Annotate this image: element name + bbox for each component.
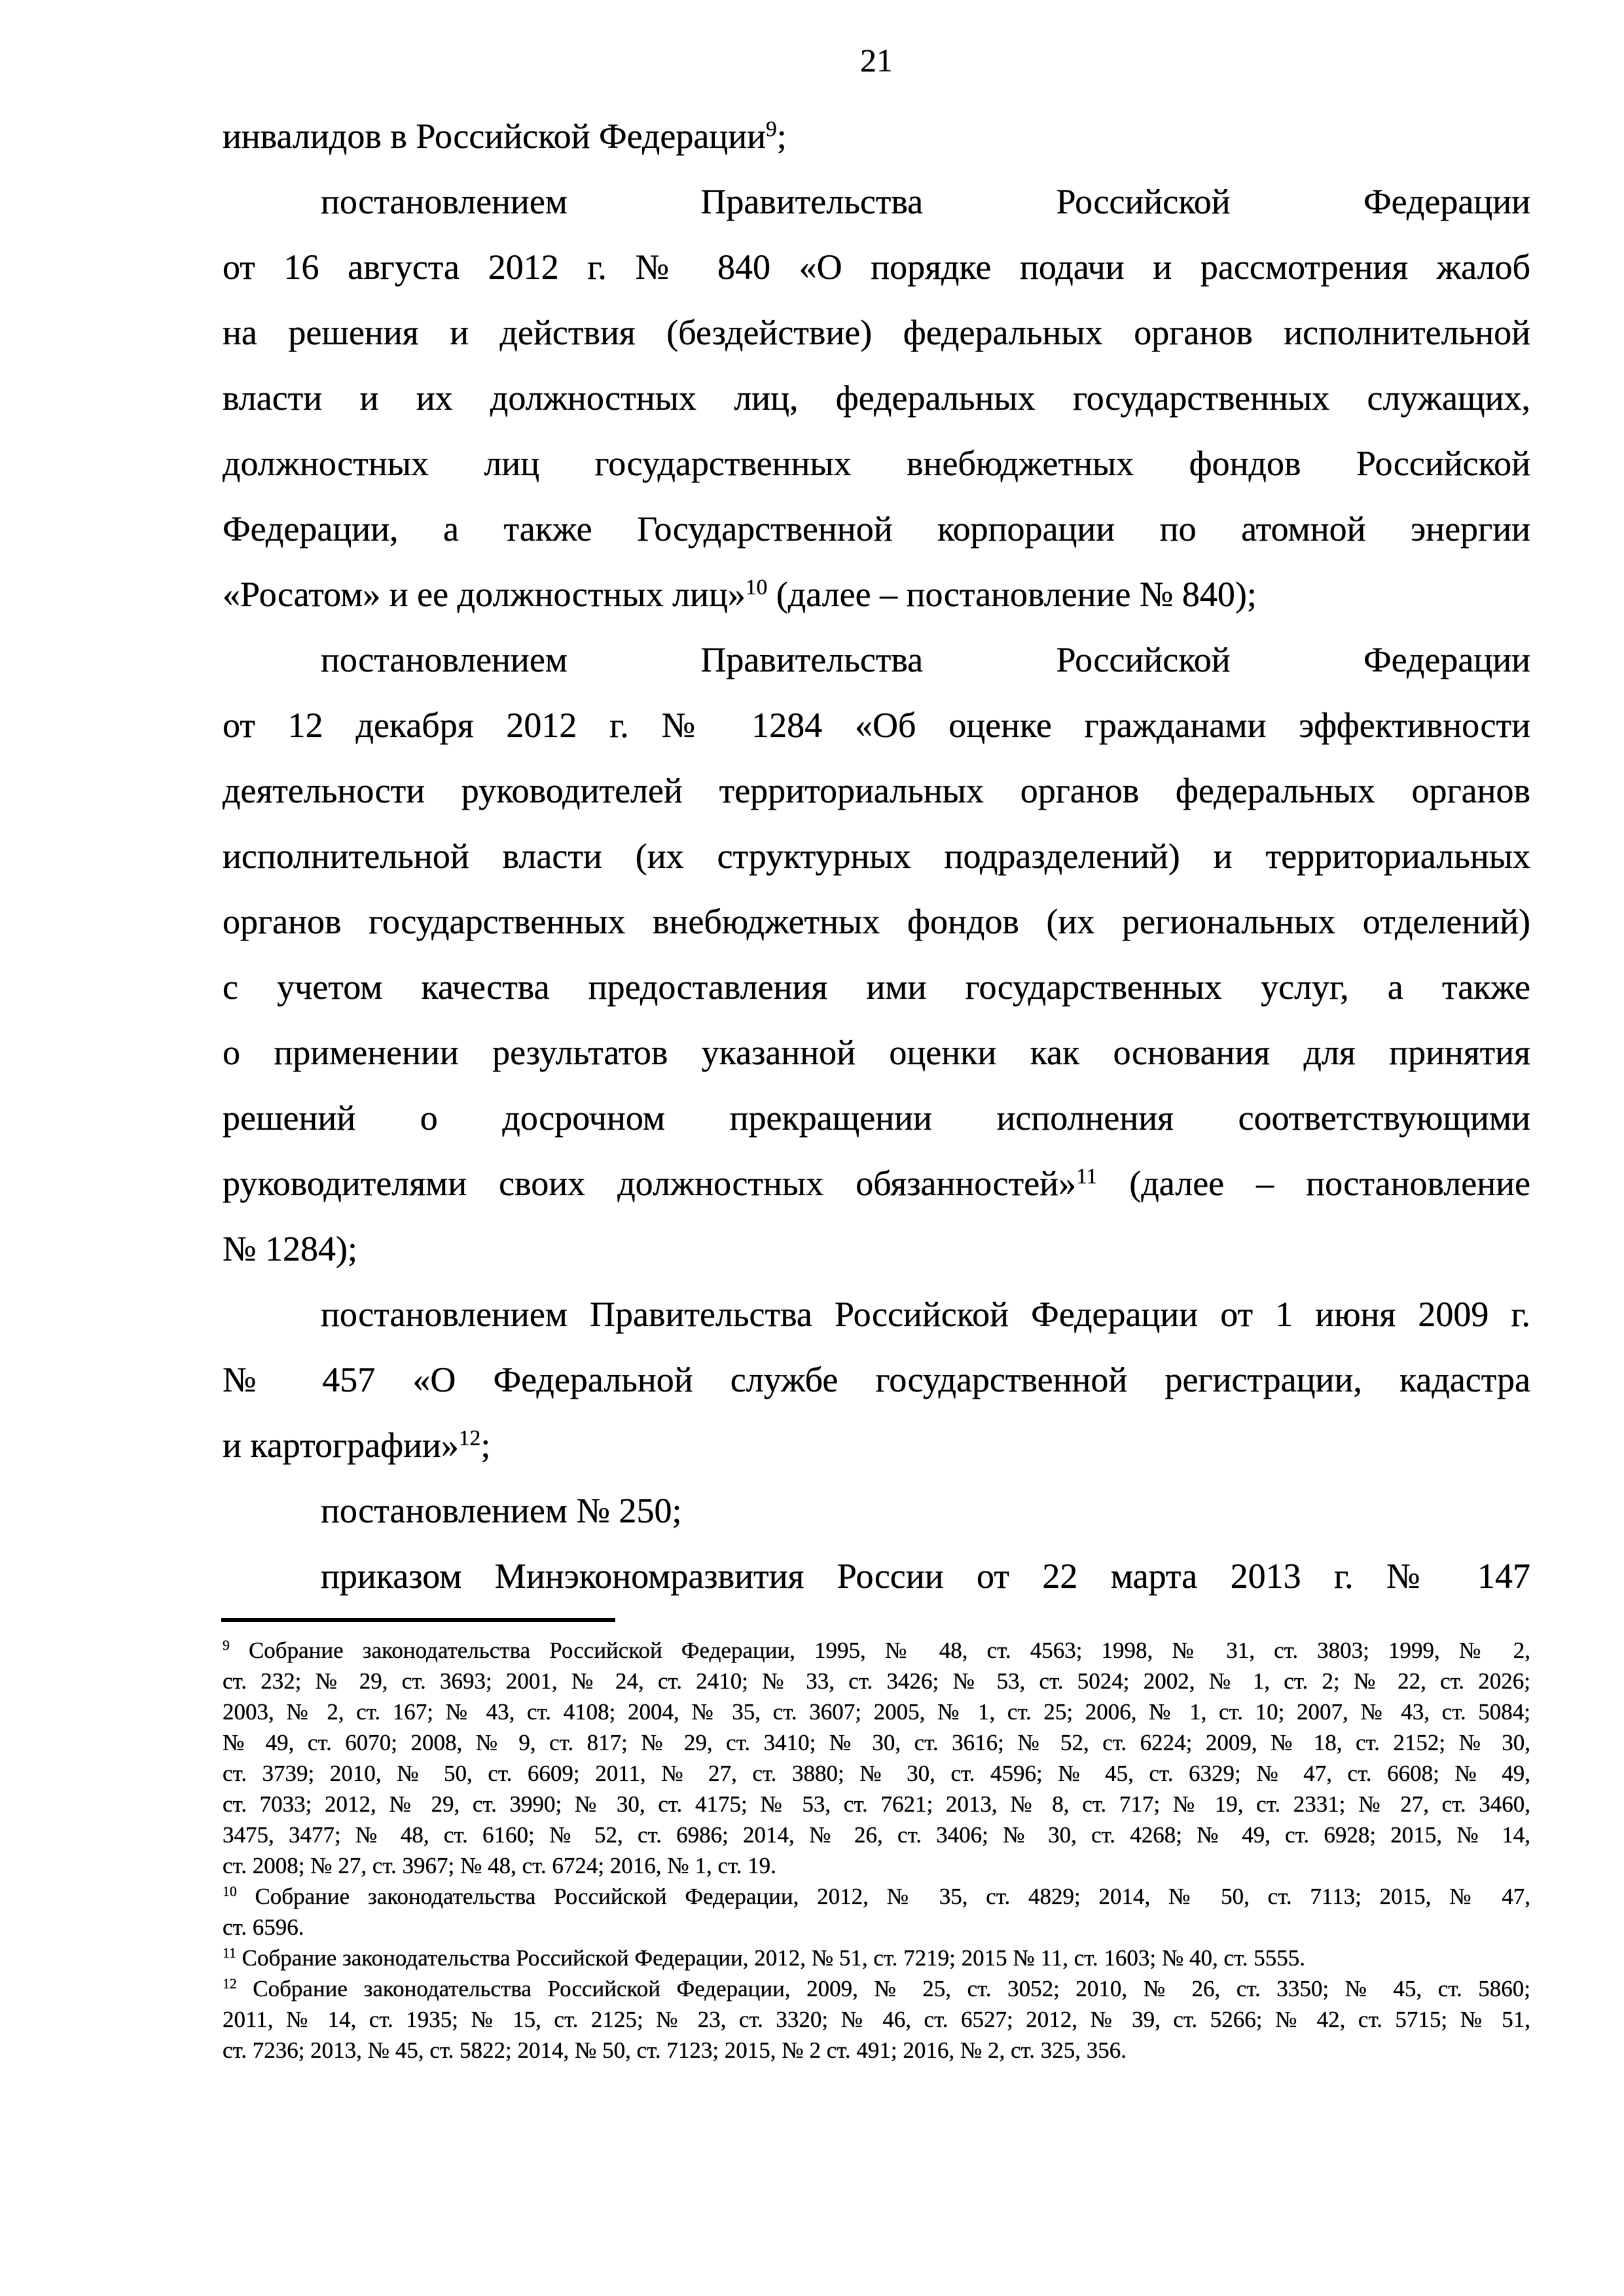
body-text-line: [223, 1282, 1530, 1347]
footnote-line: [223, 1758, 1530, 1789]
body-text-line: [223, 692, 1530, 758]
text-run: № 457 «О Федеральной службе государственной регистрации, кадастра: [223, 1360, 1530, 1399]
text-run: «Росатом» и ее должностных лиц»: [223, 575, 746, 614]
footnote-ref: 9: [223, 1638, 230, 1654]
text-run: Собрание законодательства Российской Федерации, 2009, № 25, ст. 3052; 2010, № 26, ст. 3350; № 45, ст. 5860;: [236, 1976, 1530, 2001]
text-run: № 1284);: [223, 1229, 358, 1268]
document-body: [223, 103, 1530, 1609]
footnote-line: [223, 1727, 1530, 1758]
footnote-ref: 9: [766, 117, 777, 141]
text-run: органов государственных внебюджетных фондов (их региональных отделений): [223, 902, 1530, 941]
footnote-line: [223, 2035, 1530, 2066]
footnote-line: [223, 1881, 1530, 1912]
footnote-line: [223, 1943, 1530, 1973]
text-run: от 16 августа 2012 г. № 840 «О порядке подачи и рассмотрения жалоб: [223, 247, 1530, 287]
text-run: приказом Минэкономразвития России от 22 марта 2013 г. № 147: [321, 1556, 1530, 1596]
text-run: с учетом качества предоставления ими государственных услуг, а также: [223, 967, 1530, 1007]
text-run: 3475, 3477; № 48, ст. 6160; № 52, ст. 6986; 2014, № 26, ст. 3406; № 30, ст. 4268; № 49, ст. 6928; 2015, № 14,: [223, 1822, 1530, 1848]
text-run: ст. 2008; № 27, ст. 3967; № 48, ст. 6724; 2016, № 1, ст. 19.: [223, 1853, 776, 1878]
text-run: решений о досрочном прекращении исполнения соответствующими: [223, 1098, 1530, 1138]
body-text-line: [223, 1085, 1530, 1151]
text-run: постановлением Правительства Российской Федерации: [321, 640, 1530, 679]
body-text-line: [223, 1412, 1530, 1478]
footnotes: [223, 1635, 1530, 2066]
footnote-ref: 12: [458, 1426, 481, 1450]
text-run: ст. 7236; 2013, № 45, ст. 5822; 2014, № 50, ст. 7123; 2015, № 2 ст. 491; 2016, № 2, ст. 325, 356.: [223, 2037, 1127, 2063]
footnote-line: [223, 1635, 1530, 1666]
footnote-ref: 10: [745, 575, 768, 600]
footnote-separator: [221, 1618, 615, 1622]
text-run: власти и их должностных лиц, федеральных государственных служащих,: [223, 378, 1530, 418]
page-number: 21: [860, 42, 893, 79]
body-text-line: [223, 1347, 1530, 1412]
footnote-line: [223, 1696, 1530, 1727]
footnote-line: [223, 1789, 1530, 1820]
text-run: 2011, № 14, ст. 1935; № 15, ст. 2125; № 23, ст. 3320; № 46, ст. 6527; 2012, № 39, ст. 5266; № 42, ст. 5715; № 51,: [223, 2007, 1530, 2032]
text-run: 2003, № 2, ст. 167; № 43, ст. 4108; 2004, № 35, ст. 3607; 2005, № 1, ст. 25; 2006, № 1, ст. 10; 2007, № 43, ст. 5084;: [223, 1699, 1530, 1725]
footnote-line: [223, 1666, 1530, 1696]
footnote-line: [223, 1820, 1530, 1850]
footnote-line: [223, 1973, 1530, 2004]
text-run: деятельности руководителей территориальных органов федеральных органов: [223, 771, 1530, 810]
text-run: ст. 7033; 2012, № 29, ст. 3990; № 30, ст. 4175; № 53, ст. 7621; 2013, № 8, ст. 717; № 19, ст. 2331; № 27, ст. 3460,: [223, 1791, 1530, 1817]
body-text-line: [223, 496, 1530, 562]
text-run: о применении результатов указанной оценки как основания для принятия: [223, 1033, 1530, 1072]
footnote-ref: 12: [223, 1976, 237, 1992]
footnote-ref: 11: [223, 1945, 236, 1962]
body-text-line: [223, 300, 1530, 365]
body-text-line: [223, 889, 1530, 954]
footnote-ref: 11: [1076, 1164, 1098, 1189]
body-text-line: [223, 1020, 1530, 1085]
text-run: исполнительной власти (их структурных подразделений) и территориальных: [223, 836, 1530, 876]
text-run: Собрание законодательства Российской Федерации, 1995, № 48, ст. 4563; 1998, № 31, ст. 3803; 1999, № 2,: [229, 1638, 1530, 1663]
body-text-line: [223, 1216, 1530, 1282]
text-run: ;: [776, 117, 787, 156]
text-run: (далее – постановление: [1097, 1164, 1530, 1203]
text-run: на решения и действия (бездействие) федеральных органов исполнительной: [223, 313, 1530, 352]
text-run: Собрание законодательства Российской Федерации, 2012, № 35, ст. 4829; 2014, № 50, ст. 7113; 2015, № 47,: [236, 1884, 1530, 1909]
text-run: и картографии»: [223, 1426, 459, 1465]
body-text-line: [223, 431, 1530, 496]
text-run: постановлением № 250;: [321, 1491, 682, 1530]
text-run: инвалидов в Российской Федерации: [223, 117, 766, 156]
text-run: ст. 6596.: [223, 1914, 304, 1940]
body-text-line: [223, 103, 1530, 169]
text-run: постановлением Правительства Российской Федерации от 1 июня 2009 г.: [321, 1295, 1530, 1334]
text-run: от 12 декабря 2012 г. № 1284 «Об оценке гражданами эффективности: [223, 706, 1530, 745]
body-text-line: [223, 627, 1530, 692]
text-run: Собрание законодательства Российской Федерации, 2012, № 51, ст. 7219; 2015 № 11, ст. 1603; № 40, ст. 5555.: [236, 1945, 1305, 1971]
body-text-line: [223, 1478, 1530, 1543]
footnote-line: [223, 1912, 1530, 1943]
footnote-line: [223, 2004, 1530, 2035]
body-text-line: [223, 954, 1530, 1020]
text-run: ;: [480, 1426, 491, 1465]
body-text-line: [223, 1151, 1530, 1216]
text-run: Федерации, а также Государственной корпорации по атомной энергии: [223, 509, 1530, 548]
body-text-line: [223, 823, 1530, 889]
text-run: постановлением Правительства Российской Федерации: [321, 182, 1530, 221]
text-run: должностных лиц государственных внебюджетных фондов Российской: [223, 444, 1530, 483]
body-text-line: [223, 562, 1530, 627]
text-run: руководителями своих должностных обязанностей»: [223, 1164, 1077, 1203]
footnote-ref: 10: [223, 1884, 237, 1900]
body-text-line: [223, 234, 1530, 300]
body-text-line: [223, 1543, 1530, 1609]
text-run: (далее – постановление № 840);: [767, 575, 1257, 614]
footnote-line: [223, 1850, 1530, 1881]
text-run: № 49, ст. 6070; 2008, № 9, ст. 817; № 29, ст. 3410; № 30, ст. 3616; № 52, ст. 6224; 2009, № 18, ст. 2152; № 30,: [223, 1730, 1530, 1755]
text-run: ст. 232; № 29, ст. 3693; 2001, № 24, ст. 2410; № 33, ст. 3426; № 53, ст. 5024; 2002, № 1, ст. 2; № 22, ст. 2026;: [223, 1668, 1530, 1694]
body-text-line: [223, 365, 1530, 431]
text-run: ст. 3739; 2010, № 50, ст. 6609; 2011, № 27, ст. 3880; № 30, ст. 4596; № 45, ст. 6329; № 47, ст. 6608; № 49,: [223, 1761, 1530, 1786]
body-text-line: [223, 758, 1530, 823]
body-text-line: [223, 169, 1530, 234]
